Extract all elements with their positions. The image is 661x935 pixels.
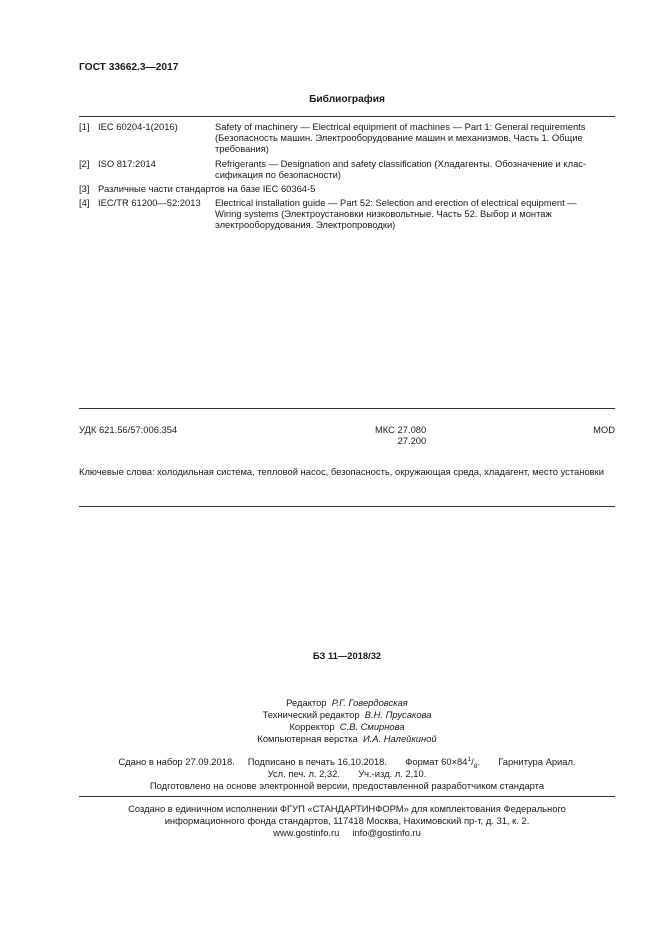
- footer-line-1: Создано в единичном исполнении ФГУП «СТАНДАРТИНФОРМ» для комплектования Федерального: [128, 803, 566, 814]
- credit-role: Корректор: [289, 721, 335, 732]
- entry-number: [3]: [79, 183, 90, 194]
- entry-line: требования): [215, 143, 269, 155]
- entry-text: [215, 197, 615, 231]
- format-fraction-den: 8: [473, 762, 478, 770]
- print-info-item: Усл. печ. л. 2,32.: [267, 768, 340, 779]
- entry-text: [215, 158, 615, 180]
- print-info-item: Сдано в набор 27.09.2018.: [118, 756, 235, 767]
- credit-layout: [0, 733, 661, 744]
- mks-line: МКС 27.080: [375, 424, 427, 435]
- entry-number: [2]: [79, 158, 90, 169]
- keywords-bottom-divider: [79, 506, 615, 507]
- mks-code: [375, 424, 426, 446]
- mks-line: 27.200: [397, 435, 427, 447]
- credit-role: Технический редактор: [262, 709, 360, 720]
- footer-contacts: [0, 827, 661, 838]
- bibliography-title: Библиография: [309, 94, 385, 105]
- credit-name: С.В. Смирнова: [339, 721, 405, 732]
- entry-line: Safety of machinery — Electrical equipment of machines — Part 1: General requirements: [215, 121, 586, 132]
- credit-name: В.Н. Прусакова: [364, 709, 432, 720]
- entry-line: Refrigerants — Designation and safety classification (Хладагенты. Обозначение и клас-: [215, 158, 587, 169]
- entry-line: Wiring systems (Электроустановки низковольтные. Часть 52. Выбор и монтаж: [215, 208, 552, 220]
- credit-name: И.А. Налейкиной: [363, 733, 437, 744]
- format-fraction-num: 1: [467, 755, 472, 763]
- credit-corrector: [0, 721, 661, 732]
- print-info-item: Уч.-изд. л. 2,10.: [358, 768, 427, 779]
- bz-number: БЗ 11—2018/32: [312, 650, 382, 661]
- print-info-item: Гарнитура Ариал.: [498, 756, 576, 767]
- entry-line: (Безопасность машин. Электрооборудование машин и механизмов. Часть 1. Общие: [215, 132, 583, 144]
- udk-code: УДК 621.56/57:006.354: [79, 424, 178, 435]
- entry-code: IEC 60204-1(2016): [98, 121, 178, 132]
- footer-line-2: информационного фонда стандартов, 117418 Москва, Нахимовский пр-т, д. 31, к. 2.: [164, 815, 530, 826]
- entry-text: [215, 121, 615, 155]
- email-link[interactable]: info@gostinfo.ru: [352, 827, 421, 838]
- top-divider: [79, 116, 615, 117]
- entry-line: электрооборудования. Электропроводки): [215, 219, 396, 231]
- entry-number: [1]: [79, 121, 90, 132]
- print-info-item: Формат 60×84: [405, 756, 468, 767]
- credit-role: Компьютерная верстка: [257, 733, 358, 744]
- entry-code: IEC/TR 61200—52:2013: [98, 197, 201, 208]
- credit-role: Редактор: [286, 697, 327, 708]
- footer-divider: [79, 796, 615, 797]
- print-info-line-3: Подготовлено на основе электронной версии, предоставленной разработчиком стандарта: [149, 780, 545, 791]
- classification-top-divider: [79, 408, 615, 409]
- print-info-line-1: Сдано в набор 27.09.2018. Подписано в печать 16.10.2018. Формат $60\times 84^1/_8$. Гарнитура Ариал.: [118, 755, 576, 770]
- entry-number: [4]: [79, 197, 90, 208]
- mod-label: MOD: [593, 424, 615, 435]
- entry-code: Различные части стандартов на базе IEC 60364-5: [98, 183, 316, 194]
- print-info-line-2: [0, 768, 661, 779]
- document-code: ГОСТ 33662.3—2017: [79, 62, 179, 73]
- credit-tech-editor: [0, 709, 661, 720]
- entry-code: ISO 817:2014: [98, 158, 156, 169]
- entry-line: Electrical installation guide — Part 52: Selection and erection of electrical equipment —: [215, 197, 577, 208]
- keywords: Ключевые слова: холодильная система, тепловой насос, безопасность, окружающая среда, хладагент, место установки: [79, 466, 604, 477]
- print-info-item: Подписано в печать 16.10.2018.: [247, 756, 387, 767]
- credit-name: Р.Г. Говердовская: [331, 697, 408, 708]
- website-link[interactable]: www.gostinfo.ru: [273, 827, 340, 838]
- credit-editor: [0, 697, 661, 708]
- entry-line: сификация по безопасности): [215, 169, 341, 181]
